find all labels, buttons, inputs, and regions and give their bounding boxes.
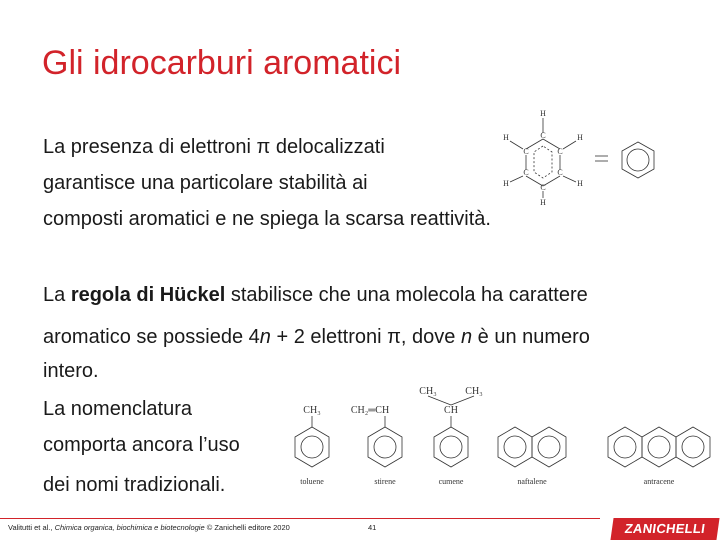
- footer-divider: [0, 518, 600, 519]
- styrene-substituent: CH₂═CH: [350, 405, 390, 416]
- compound-label-naphthalene: naftalene: [517, 477, 547, 486]
- atom-label: C: [557, 168, 563, 177]
- text-fragment: + 2 elettroni π, dove: [270, 326, 461, 348]
- naphthalene-ring: [532, 427, 566, 467]
- cumene-ch: CH: [444, 405, 458, 416]
- benzene-structure-diagram: [494, 106, 664, 206]
- variable-n: n: [460, 326, 473, 348]
- variable-n: n: [259, 326, 271, 348]
- paragraph-huckel-line-3: intero.: [43, 360, 99, 382]
- paragraph-delocalized-line-2: garantisce una particolare stabilità ai: [43, 172, 368, 194]
- compound-label-cumene: cumene: [438, 477, 464, 486]
- text-fragment: stabilisce che una molecola ha carattere: [225, 284, 588, 306]
- atom-label: H: [503, 179, 509, 188]
- toluene-ring: [295, 427, 329, 467]
- page-number: 41: [368, 523, 377, 532]
- cumene-methyl-right: CH₃: [465, 386, 483, 397]
- slide-title: Gli idrocarburi aromatici: [42, 44, 401, 82]
- naphthalene-ring: [498, 427, 532, 467]
- cumene-ring: [434, 427, 468, 467]
- anthracene-ring: [642, 427, 676, 467]
- credit-book-title: Chimica organica, biochimica e biotecnologie: [54, 523, 205, 532]
- paragraph-huckel-line-2: [43, 324, 590, 350]
- atom-label: C: [540, 183, 546, 192]
- atom-label: C: [523, 147, 529, 156]
- compound-label-toluene: toluene: [300, 477, 324, 486]
- compound-label-styrene: stirene: [374, 477, 396, 486]
- footer-credit: [8, 523, 290, 532]
- paragraph-nomenclature-line-1: La nomenclatura: [43, 398, 192, 420]
- atom-label: H: [503, 133, 509, 142]
- toluene-substituent: CH₃: [303, 405, 321, 416]
- paragraph-nomenclature-line-2: comporta ancora l’uso: [43, 434, 240, 456]
- huckel-rule-term: regola di Hückel: [70, 284, 226, 306]
- zanichelli-logo: ZANICHELLI: [610, 518, 719, 540]
- anthracene-ring: [608, 427, 642, 467]
- styrene-ring: [368, 427, 402, 467]
- compound-label-anthracene: antracene: [643, 477, 675, 486]
- text-fragment: aromatico se possiede 4: [43, 326, 260, 348]
- atom-label: C: [557, 147, 563, 156]
- paragraph-huckel-line-1: [43, 282, 588, 308]
- atom-label: H: [577, 179, 583, 188]
- text-fragment: La: [43, 284, 71, 306]
- paragraph-nomenclature-line-3: dei nomi tradizionali.: [43, 474, 226, 496]
- aromatic-compounds-diagram: [285, 382, 715, 490]
- cumene-methyl-left: CH₃: [419, 386, 437, 397]
- anthracene-ring: [676, 427, 710, 467]
- paragraph-delocalized-line-1: La presenza di elettroni π delocalizzati: [43, 136, 385, 158]
- credit-publisher: © Zanichelli editore 2020: [204, 523, 290, 532]
- paragraph-delocalized-line-3: composti aromatici e ne spiega la scarsa reattività.: [43, 208, 491, 230]
- atom-label: C: [540, 131, 546, 140]
- atom-label: H: [540, 109, 546, 118]
- atom-label: H: [540, 198, 546, 206]
- credit-authors: Valitutti et al.,: [8, 523, 55, 532]
- atom-label: C: [523, 168, 529, 177]
- atom-label: H: [577, 133, 583, 142]
- text-fragment: è un numero: [472, 326, 590, 348]
